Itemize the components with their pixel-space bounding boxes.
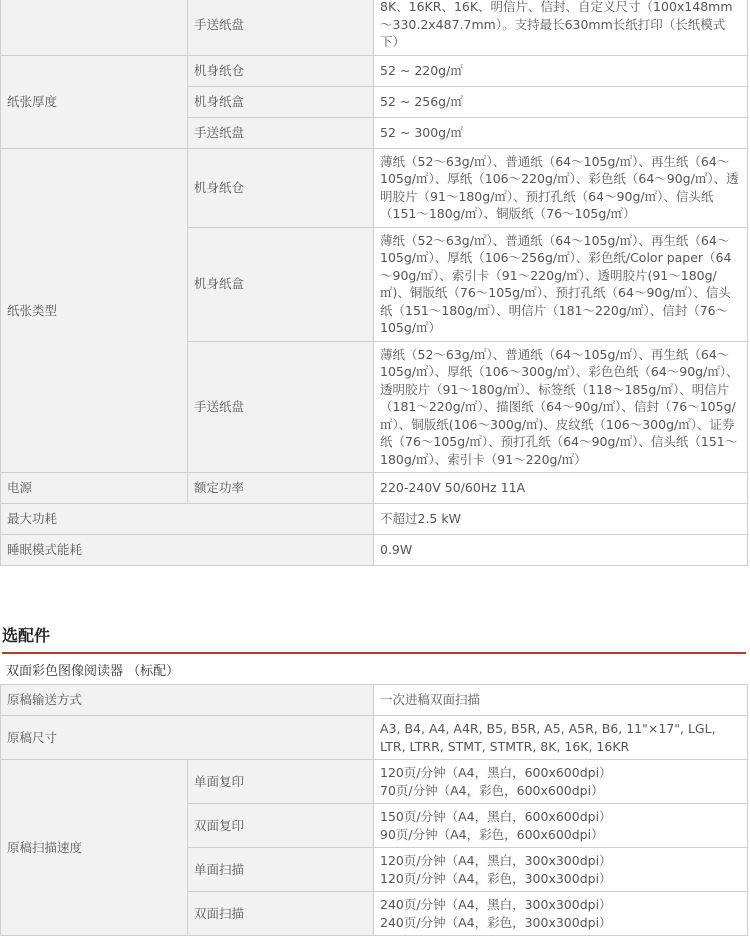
spec-sublabel: 机身纸仓 [188, 55, 374, 86]
table-row [1, 760, 748, 804]
spec-value: 薄纸（52～63g/㎡）、普通纸（64～105g/㎡）、再生纸（64～105g/㎡）、厚纸（106～300g/㎡）、彩色色纸（64～90g/㎡）、透明胶片（91～180g/㎡）、标签纸（118～185g/㎡）、明信片（181～220g/㎡）、描图纸（64～90g/㎡）、信封（76～105g/㎡）、铜版纸(106～300g/㎡)、皮纹纸（106～300g/㎡）、证券纸（76～105g/㎡）、预打孔纸（64～90g/㎡）、信头纸（151～180g/㎡）、索引卡（91～220g/㎡） [374, 341, 748, 473]
sub-title-scanner: 双面彩色图像阅读器 （标配） [6, 664, 180, 679]
spec-value: 不超过2.5 kW [374, 504, 748, 535]
spec-value: 0.9W [374, 535, 748, 566]
spec-value [374, 892, 748, 936]
spec-value-line: 120页/分钟（A4，黑白，300x300dpi） [380, 853, 612, 868]
spec-value-line: 150页/分钟（A4，黑白，600x600dpi） [380, 809, 612, 824]
spec-value-line: 120页/分钟（A4，彩色，300x300dpi） [380, 870, 612, 886]
spec-sublabel: 手送纸盘 [188, 117, 374, 148]
spec-sublabel: 手送纸盘 [188, 341, 374, 473]
spec-label-blank [1, 0, 188, 55]
spec-value: 52 ~ 220g/㎡ [374, 55, 748, 86]
table-row [1, 473, 748, 504]
spec-value: A3, B4, A4, A4R, B5, B5R, A5, A5R, B6, 11"×17", LGL, LTR, LTRR, STMT, STMTR, 8K, 16K, 16KR [374, 716, 748, 760]
spec-value: 52 ~ 256g/㎡ [374, 86, 748, 117]
spec-value: 薄纸（52～63g/㎡）、普通纸（64～105g/㎡）、再生纸（64～105g/㎡）、厚纸（106～220g/㎡）、彩色纸（64～90g/㎡）、透明胶片（91～180g/㎡）、预打孔纸（64～90g/㎡）、信头纸（151～180g/㎡）、铜版纸（76～105g/㎡） [374, 148, 748, 227]
spec-label-feed: 原稿输送方式 [1, 685, 374, 716]
spec-label-max-power: 最大功耗 [1, 504, 374, 535]
table-row [1, 685, 748, 716]
table-row [1, 504, 748, 535]
spec-label-size: 原稿尺寸 [1, 716, 374, 760]
spec-value: 薄纸（52～63g/㎡）、普通纸（64～105g/㎡）、再生纸（64～105g/㎡）、厚纸（106～256g/㎡）、彩色纸/Color paper（64～90g/㎡）、索引卡（91～220g/㎡）、透明胶片(91～180g/㎡)、铜版纸（76～105g/㎡）、预打孔纸（64～90g/㎡）、信头纸（151～180g/㎡）、明信片（181～220g/㎡）、信封（76～105g/㎡） [374, 227, 748, 341]
table-row [1, 0, 748, 55]
spec-table-scanner [0, 684, 748, 936]
spec-value: 8K、16KR、16K、明信片、信封、自定义尺寸（100x148mm～330.2x487.7mm）。支持最长630mm长纸打印（长纸模式下） [374, 0, 748, 55]
spec-value: 一次进稿双面扫描 [374, 685, 748, 716]
spec-sublabel: 双面复印 [188, 804, 374, 848]
spec-sublabel: 机身纸仓 [188, 148, 374, 227]
spec-label-power: 电源 [1, 473, 188, 504]
table-row [1, 535, 748, 566]
spec-label-paper-thickness: 纸张厚度 [1, 55, 188, 148]
table-row [1, 716, 748, 760]
spec-value: 220-240V 50/60Hz 11A [374, 473, 748, 504]
spec-sublabel: 额定功率 [188, 473, 374, 504]
spec-sublabel: 双面扫描 [188, 892, 374, 936]
table-row [1, 55, 748, 86]
spec-sublabel: 机身纸盒 [188, 86, 374, 117]
spec-sublabel: 单面扫描 [188, 848, 374, 892]
table-row [1, 148, 748, 227]
spec-value [374, 760, 748, 804]
spec-label-sleep: 睡眠模式能耗 [1, 535, 374, 566]
spec-value [374, 848, 748, 892]
spec-value [374, 804, 748, 848]
spec-sublabel: 机身纸盒 [188, 227, 374, 341]
spec-label-scan-speed: 原稿扫描速度 [1, 760, 188, 936]
spec-label-paper-type: 纸张类型 [1, 148, 188, 473]
spec-value-line: 120页/分钟（A4，黑白，600x600dpi） [380, 765, 612, 780]
section-title-options: 选配件 [2, 623, 746, 654]
spec-sublabel: 手送纸盘 [188, 0, 374, 55]
spec-value: 52 ~ 300g/㎡ [374, 117, 748, 148]
spec-value-line: 240页/分钟（A4，彩色，300x300dpi） [380, 914, 612, 930]
spec-value-line: 240页/分钟（A4，黑白，300x300dpi） [380, 897, 612, 912]
spec-value-line: 90页/分钟（A4，彩色，600x600dpi） [380, 826, 604, 842]
spec-sublabel: 单面复印 [188, 760, 374, 804]
spec-value-line: 70页/分钟（A4，彩色，600x600dpi） [380, 782, 604, 798]
